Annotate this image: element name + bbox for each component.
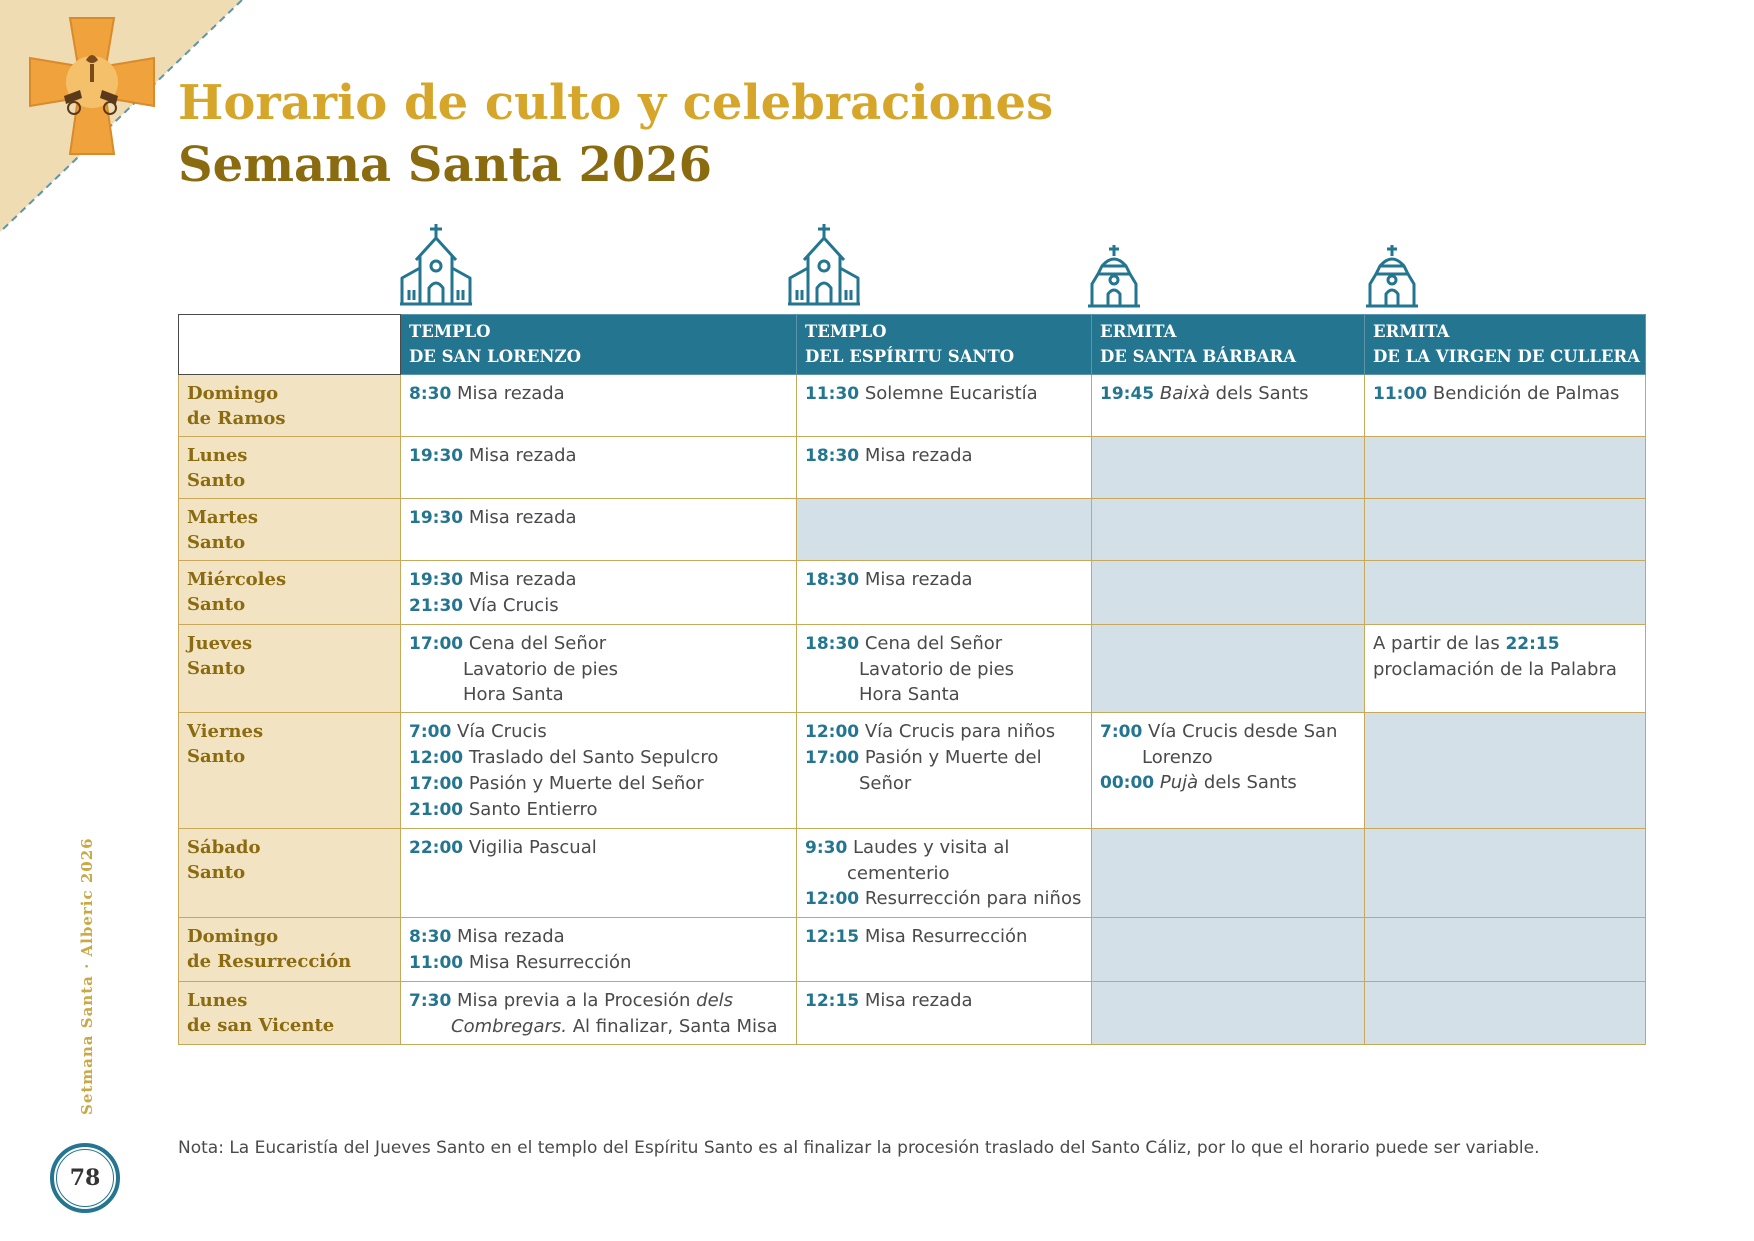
schedule-cell: 8:30 Misa rezada 11:00 Misa Resurrección: [401, 918, 797, 982]
day-cell: Sábado Santo: [179, 829, 401, 918]
empty-cell: [1365, 437, 1646, 499]
title-line-2: Semana Santa 2026: [178, 137, 713, 193]
schedule-cell: 12:15 Misa Resurrección: [797, 918, 1092, 982]
table-row: [179, 982, 1646, 1045]
church-icon: [398, 222, 474, 308]
table-row: [179, 375, 1646, 437]
schedule-cell: 7:30 Misa previa a la Procesión dels Combregars. Al finalizar, Santa Misa: [401, 982, 797, 1045]
schedule-cell: 18:30 Cena del Señor Lavatorio de pies Hora Santa: [797, 625, 1092, 713]
schedule-cell: 18:30 Misa rezada: [797, 561, 1092, 625]
day-cell: Jueves Santo: [179, 625, 401, 713]
table-header-row: [179, 315, 1646, 375]
header-empty-cell: [179, 315, 401, 375]
empty-cell: [1092, 561, 1365, 625]
sidebar-vertical-text: Setmana Santa · Alberic 2026: [78, 837, 96, 1115]
schedule-cell: 11:00 Bendición de Palmas: [1365, 375, 1646, 437]
column-header-virgen-cullera: ERMITA DE LA VIRGEN DE CULLERA: [1365, 315, 1646, 375]
schedule-cell: 19:30 Misa rezada: [401, 499, 797, 561]
page-number: 78: [56, 1149, 114, 1207]
schedule-cell: 9:30 Laudes y visita al cementerio 12:00 Resurrección para niños: [797, 829, 1092, 918]
church-icons-row: [0, 222, 1754, 312]
schedule-cell: 7:00 Vía Crucis 12:00 Traslado del Santo Sepulcro 17:00 Pasión y Muerte del Señor 21:00 Santo Entierro: [401, 713, 797, 829]
schedule-cell: 22:00 Vigilia Pascual: [401, 829, 797, 918]
schedule-cell: 18:30 Misa rezada: [797, 437, 1092, 499]
empty-cell: [1365, 499, 1646, 561]
title-line-1: Horario de culto y celebraciones: [178, 75, 1054, 131]
schedule-cell: 17:00 Cena del Señor Lavatorio de pies Hora Santa: [401, 625, 797, 713]
chapel-icon: [1086, 244, 1142, 308]
schedule-cell: 19:30 Misa rezada: [401, 437, 797, 499]
schedule-cell: 19:45 Baixà dels Sants: [1092, 375, 1365, 437]
day-cell: Lunes Santo: [179, 437, 401, 499]
empty-cell: [1092, 625, 1365, 713]
table-row: [179, 561, 1646, 625]
schedule-cell: 12:00 Vía Crucis para niños 17:00 Pasión y Muerte del Señor: [797, 713, 1092, 829]
column-header-espiritu-santo: TEMPLO DEL ESPÍRITU SANTO: [797, 315, 1092, 375]
table-row: [179, 625, 1646, 713]
column-header-santa-barbara: ERMITA DE SANTA BÁRBARA: [1092, 315, 1365, 375]
empty-cell: [1092, 829, 1365, 918]
empty-cell: [1092, 437, 1365, 499]
day-cell: Miércoles Santo: [179, 561, 401, 625]
empty-cell: [1092, 982, 1365, 1045]
day-cell: Lunes de san Vicente: [179, 982, 401, 1045]
empty-cell: [1092, 918, 1365, 982]
table-row: [179, 829, 1646, 918]
empty-cell: [1365, 829, 1646, 918]
footnote: Nota: La Eucaristía del Jueves Santo en el templo del Espíritu Santo es al finalizar la procesión traslado del Santo Cáliz, por lo que el horario puede ser variable.: [178, 1138, 1540, 1158]
empty-cell: [797, 499, 1092, 561]
table-row: [179, 499, 1646, 561]
empty-cell: [1092, 499, 1365, 561]
day-cell: Domingo de Resurrección: [179, 918, 401, 982]
page-number-badge: [50, 1143, 120, 1213]
table-row: [179, 918, 1646, 982]
schedule-table: [178, 314, 1646, 1045]
day-cell: Martes Santo: [179, 499, 401, 561]
schedule-cell: 8:30 Misa rezada: [401, 375, 797, 437]
church-icon: [786, 222, 862, 308]
table-row: [179, 713, 1646, 829]
column-header-san-lorenzo: TEMPLO DE SAN LORENZO: [401, 315, 797, 375]
day-cell: Viernes Santo: [179, 713, 401, 829]
schedule-cell: 11:30 Solemne Eucaristía: [797, 375, 1092, 437]
day-cell: Domingo de Ramos: [179, 375, 401, 437]
page-title: [178, 72, 1053, 196]
empty-cell: [1365, 561, 1646, 625]
chapel-icon: [1364, 244, 1420, 308]
schedule-cell: 19:30 Misa rezada 21:30 Vía Crucis: [401, 561, 797, 625]
schedule-cell: 7:00 Vía Crucis desde San Lorenzo 00:00 Pujà dels Sants: [1092, 713, 1365, 829]
empty-cell: [1365, 982, 1646, 1045]
table-row: [179, 437, 1646, 499]
empty-cell: [1365, 918, 1646, 982]
empty-cell: [1365, 713, 1646, 829]
schedule-cell: A partir de las 22:15 proclamación de la Palabra: [1365, 625, 1646, 713]
schedule-cell: 12:15 Misa rezada: [797, 982, 1092, 1045]
